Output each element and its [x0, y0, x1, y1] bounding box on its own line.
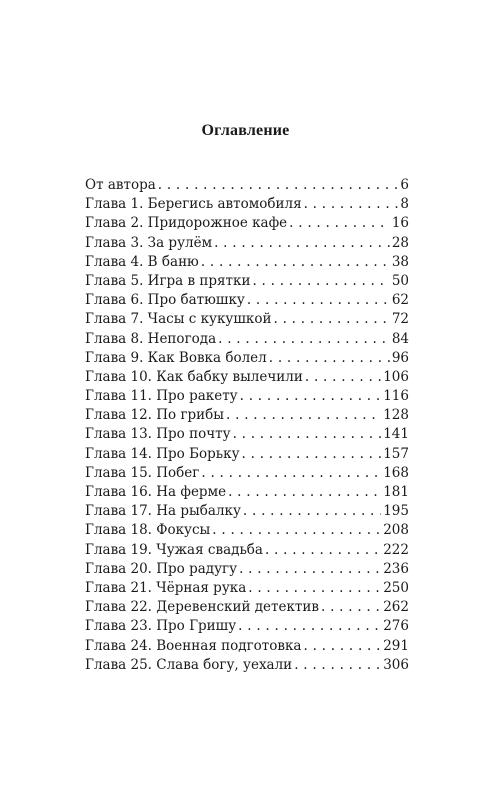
- toc-entry: [85, 388, 409, 407]
- toc-entry-label: Глава 14. Про Борьку: [85, 445, 240, 462]
- dot-leader: [242, 446, 382, 462]
- toc-entry: [85, 446, 409, 465]
- dot-leader: [294, 657, 381, 673]
- toc-entry: [85, 331, 409, 350]
- toc-entry-label: Глава 21. Чёрная рука: [85, 579, 247, 596]
- dot-leader: [228, 484, 381, 500]
- toc-entry-page-number: 72: [391, 311, 409, 328]
- toc-entry-page-number: 250: [383, 579, 409, 596]
- toc-entry-page-number: 222: [383, 541, 409, 558]
- toc-entry-page-number: 28: [391, 234, 409, 251]
- dot-leader: [233, 426, 382, 442]
- dot-leader: [248, 580, 381, 596]
- toc-entry-label: Глава 3. За рулём: [85, 234, 213, 251]
- dot-leader: [265, 542, 381, 558]
- toc-entry: [85, 484, 409, 503]
- dot-leader: [304, 196, 399, 212]
- dot-leader: [243, 503, 381, 519]
- toc-entry-label: Глава 5. Игра в прятки: [85, 272, 251, 289]
- toc-entry: [85, 350, 409, 369]
- toc-entry-label: Глава 24. Военная подготовка: [85, 637, 302, 654]
- toc-entry-page-number: 306: [383, 656, 409, 673]
- toc-entry-label: Глава 7. Часы с кукушкой: [85, 311, 272, 328]
- toc-entry-page-number: 128: [383, 407, 409, 424]
- toc-entry-label: Глава 2. Придорожное кафе: [85, 215, 288, 232]
- dot-leader: [201, 465, 381, 481]
- toc-entry-page-number: 157: [383, 445, 409, 462]
- toc-entry: [85, 369, 409, 388]
- toc-entry-page-number: 291: [383, 637, 409, 654]
- toc-entry-page-number: 50: [391, 272, 409, 289]
- toc-entry-page-number: 96: [391, 349, 409, 366]
- dot-leader: [305, 369, 381, 385]
- toc-entry: [85, 503, 409, 522]
- toc-entry: [85, 580, 409, 599]
- dot-leader: [239, 561, 381, 577]
- dot-leader: [201, 254, 390, 270]
- toc-entry: [85, 177, 409, 196]
- toc-entry: [85, 292, 409, 311]
- dot-leader: [303, 638, 381, 654]
- toc-entry-page-number: 236: [383, 560, 409, 577]
- toc-entry: [85, 196, 409, 215]
- toc-entry-label: Глава 20. Про радугу: [85, 560, 238, 577]
- toc-entry: [85, 657, 409, 676]
- page-title: Оглавление: [201, 122, 290, 139]
- dot-leader: [273, 311, 389, 327]
- toc-entry-label: Глава 15. Побег: [85, 464, 200, 481]
- toc-entry-page-number: 8: [400, 196, 409, 213]
- toc-entry: [85, 426, 409, 445]
- dot-leader: [247, 292, 390, 308]
- table-of-contents: [85, 177, 409, 676]
- toc-entry: [85, 599, 409, 618]
- toc-entry-label: Глава 18. Фокусы: [85, 522, 211, 539]
- toc-entry: [85, 465, 409, 484]
- dot-leader: [252, 273, 389, 289]
- dot-leader: [240, 388, 382, 404]
- toc-entry-label: Глава 22. Деревенский детектив: [85, 599, 319, 616]
- toc-entry-page-number: 84: [391, 330, 409, 347]
- dot-leader: [269, 350, 390, 366]
- toc-entry: [85, 215, 409, 234]
- toc-entry-label: Глава 17. На рыбалку: [85, 503, 241, 520]
- toc-entry-page-number: 276: [383, 618, 409, 635]
- toc-entry-page-number: 106: [383, 368, 409, 385]
- toc-entry-label: Глава 25. Слава богу, уехали: [85, 656, 293, 673]
- toc-entry: [85, 311, 409, 330]
- dot-leader: [321, 599, 381, 615]
- dot-leader: [226, 407, 381, 423]
- toc-entry-label: Глава 6. Про батюшку: [85, 292, 245, 309]
- toc-entry-page-number: 208: [383, 522, 409, 539]
- toc-entry: [85, 407, 409, 426]
- toc-entry-label: Глава 9. Как Вовка болел: [85, 349, 267, 366]
- toc-entry-label: Глава 12. По грибы: [85, 407, 225, 424]
- toc-entry-label: Глава 10. Как бабку вылечили: [85, 368, 303, 385]
- toc-entry: [85, 522, 409, 541]
- toc-entry-page-number: 116: [383, 388, 409, 405]
- toc-entry-label: Глава 8. Непогода: [85, 330, 217, 347]
- dot-leader: [214, 235, 390, 251]
- toc-entry-page-number: 141: [383, 426, 409, 443]
- toc-entry-page-number: 6: [400, 177, 409, 193]
- toc-entry-label: Глава 13. Про почту: [85, 426, 231, 443]
- dot-leader: [238, 618, 381, 634]
- toc-entry-label: Глава 16. На ферме: [85, 484, 227, 500]
- toc-entry-page-number: 62: [391, 292, 409, 309]
- toc-entry-page-number: 181: [383, 484, 409, 500]
- toc-entry: [85, 638, 409, 657]
- toc-entry-label: Глава 4. В баню: [85, 253, 199, 270]
- toc-entry: [85, 618, 409, 637]
- dot-leader: [212, 522, 381, 538]
- toc-entry-page-number: 195: [383, 503, 409, 520]
- toc-entry: [85, 235, 409, 254]
- toc-entry-label: От автора: [85, 177, 156, 193]
- toc-entry: [85, 254, 409, 273]
- toc-entry-page-number: 16: [391, 215, 409, 232]
- toc-entry-label: Глава 19. Чужая свадьба: [85, 541, 263, 558]
- toc-entry-label: Глава 1. Берегись автомобиля: [85, 196, 302, 213]
- toc-entry: [85, 542, 409, 561]
- dot-leader: [289, 215, 390, 231]
- dot-leader: [218, 331, 390, 347]
- toc-entry-page-number: 38: [391, 253, 409, 270]
- toc-entry-label: Глава 23. Про Гришу: [85, 618, 237, 635]
- toc-entry-label: Глава 11. Про ракету: [85, 388, 238, 405]
- dot-leader: [158, 177, 399, 193]
- toc-entry-page-number: 262: [383, 599, 409, 616]
- toc-entry-page-number: 168: [383, 464, 409, 481]
- toc-entry: [85, 561, 409, 580]
- toc-entry: [85, 273, 409, 292]
